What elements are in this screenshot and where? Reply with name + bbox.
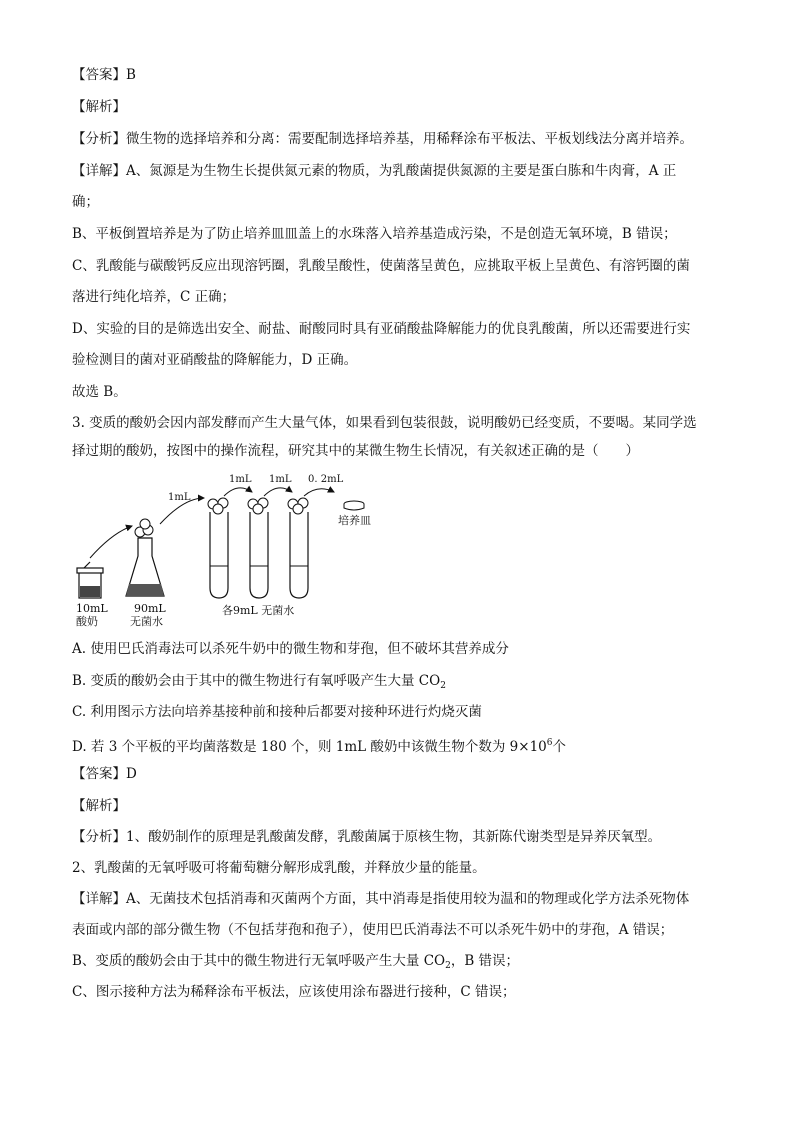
dilution-procedure-figure [72, 468, 412, 628]
option-b [72, 672, 446, 695]
analysis1-line: 确； [72, 194, 99, 210]
transfer-arrow [224, 488, 252, 496]
petri-dish-label: 培养皿 [338, 514, 371, 527]
transfer-arrow [304, 489, 334, 496]
analysis-heading-2: 【解析】 [72, 798, 126, 814]
transfer-volume-label: 1mL [229, 474, 252, 485]
analysis1-line: 【分析】微生物的选择培养和分离：需要配制选择培养基，用稀释涂布平板法、平板划线法分离并培养。 [72, 131, 693, 147]
analysis2-line: 2、乳酸菌的无氧呼吸可将葡萄糖分解形成乳酸，并释放少量的能量。 [72, 860, 486, 876]
transfer-arrow [90, 526, 132, 558]
petri-dish-icon [344, 501, 364, 510]
analysis-heading-1: 【解析】 [72, 99, 126, 115]
transfer-volume-label: 1mL [269, 474, 292, 485]
flask-volume-label: 90mL [134, 602, 166, 615]
analysis1-line: D、实验的目的是筛选出安全、耐盐、耐酸同时具有亚硝酸盐降解能力的优良乳酸菌，所以还需要进行实 [72, 321, 691, 337]
option-b-text: B. 变质的酸奶会由于其中的微生物进行有氧呼吸产生大量 CO [72, 673, 441, 689]
yogurt-cup-icon [77, 562, 103, 598]
option-a: A. 使用巴氏消毒法可以杀死牛奶中的微生物和芽孢，但不破坏其营养成分 [72, 641, 509, 657]
analysis2-line: 表面或内部的部分微生物（不包括芽孢和孢子），使用巴氏消毒法不可以杀死牛奶中的芽孢，A 错误； [72, 922, 674, 938]
analysis2-line-suffix: ，B 错误； [450, 953, 520, 969]
answer-line-1 [72, 66, 136, 84]
transfer-arrow [264, 488, 292, 496]
question-3-line-2: 择过期的酸奶，按图中的操作流程，研究其中的某微生物生长情况，有关叙述正确的是（ ） [72, 443, 639, 459]
yogurt-label: 酸奶 [76, 615, 98, 628]
analysis1-line: C、乳酸能与碳酸钙反应出现溶钙圈，乳酸呈酸性，使菌落呈黄色，应挑取平板上呈黄色、有溶钙圈的菌 [72, 258, 690, 274]
question-3-line-1: 3. 变质的酸奶会因内部发酵而产生大量气体，如果看到包装很鼓，说明酸奶已经变质，不要喝。某同学选 [72, 415, 697, 431]
analysis2-line-text: B、变质的酸奶会由于其中的微生物进行无氧呼吸产生大量 CO [72, 953, 446, 969]
option-d-text: D. 若 3 个平板的平均菌落数是 180 个，则 1mL 酸奶中该微生物个数为 9×10 [72, 739, 547, 755]
answer-label: 【答案】 [72, 67, 126, 83]
answer-line-2 [72, 765, 137, 783]
analysis2-line: C、图示接种方法为稀释涂布平板法，应该使用涂布器进行接种，C 错误； [72, 984, 516, 1000]
analysis2-line: 【详解】A、无菌技术包括消毒和灭菌两个方面，其中消毒是指使用较为温和的物理或化学方法杀死物体 [72, 891, 690, 907]
analysis1-line: 验检测目的菌对亚硝酸盐的降解能力，D 正确。 [72, 352, 358, 368]
test-tube-icon [288, 498, 308, 598]
transfer-volume-label: 0. 2mL [308, 474, 344, 485]
analysis2-line: 【分析】1、酸奶制作的原理是乳酸菌发酵，乳酸菌属于原核生物，其新陈代谢类型是异养厌氧型。 [72, 829, 662, 845]
test-tube-icon [208, 498, 228, 598]
analysis1-line: 【详解】A、氮源是为生物生长提供氮元素的物质，为乳酸菌提供氮源的主要是蛋白胨和牛肉膏，A 正 [72, 163, 677, 179]
analysis1-line: 故选 B。 [72, 384, 127, 400]
option-c: C. 利用图示方法向培养基接种前和接种后都要对接种环进行灼烧灭菌 [72, 704, 482, 720]
tubes-label: 各9mL 无菌水 [222, 604, 295, 617]
conical-flask-icon [126, 519, 164, 596]
analysis2-subscript: 2 [445, 961, 451, 971]
transfer-volume-label: 1mL [168, 492, 191, 503]
analysis2-line [72, 952, 519, 975]
answer-label: 【答案】 [72, 766, 126, 782]
answer-value: B [126, 67, 136, 83]
answer-value: D [126, 766, 137, 782]
yogurt-volume-label: 10mL [76, 602, 108, 615]
test-tube-icon [248, 498, 268, 598]
option-d [72, 734, 566, 756]
flask-label: 无菌水 [130, 615, 163, 628]
option-b-subscript: 2 [440, 681, 446, 691]
analysis1-line: 落进行纯化培养，C 正确； [72, 289, 236, 305]
option-d-suffix: 个 [552, 739, 566, 755]
analysis1-line: B、平板倒置培养是为了防止培养皿皿盖上的水珠落入培养基造成污染，不是创造无氧环境，B 错误； [72, 226, 677, 242]
option-d-superscript: 6 [546, 738, 553, 748]
